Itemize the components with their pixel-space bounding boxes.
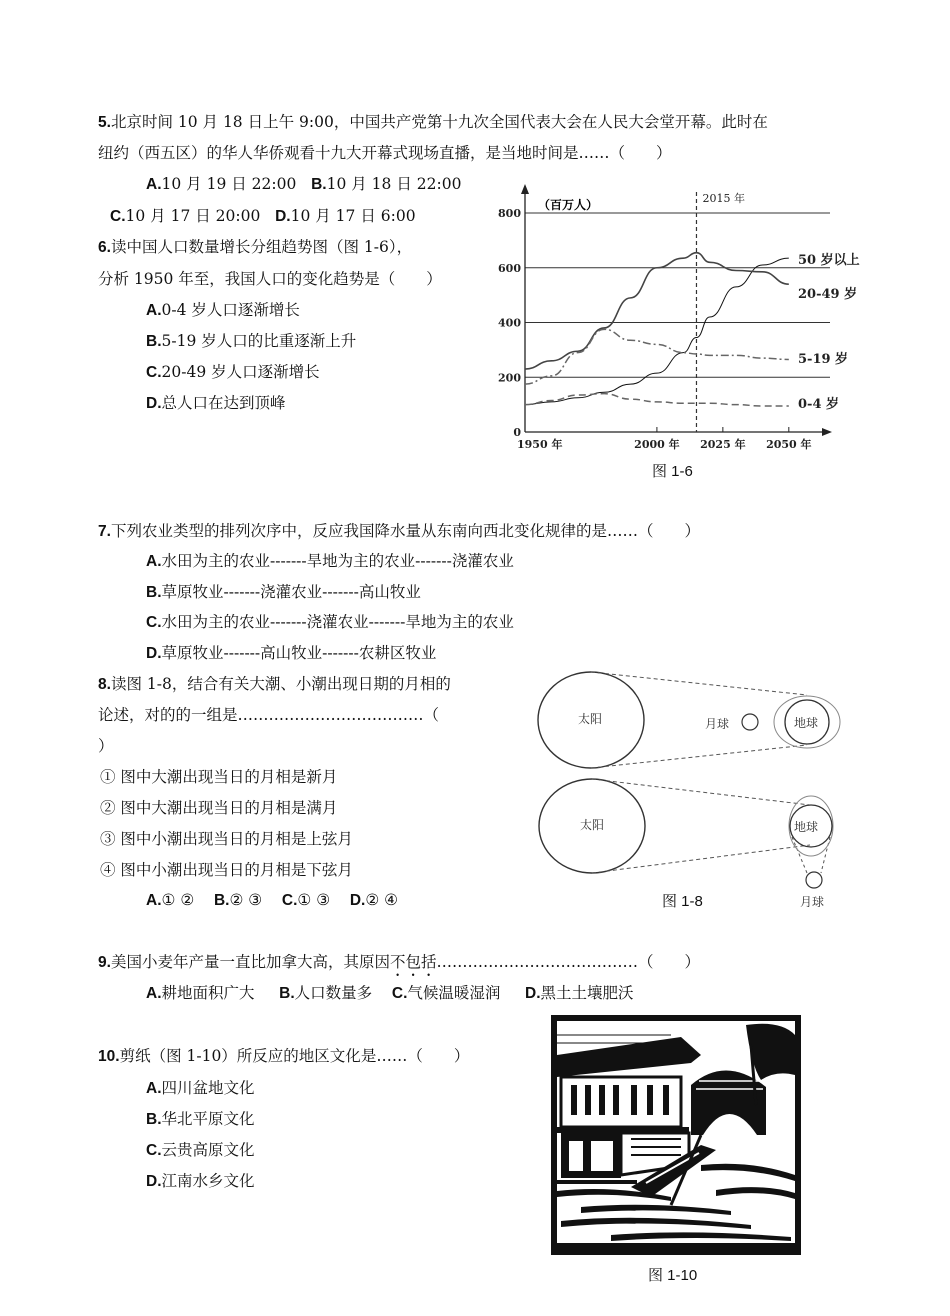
- q7-option-d-key[interactable]: D.: [146, 645, 162, 662]
- q6-option-c[interactable]: 20-49 岁人口逐渐增长: [161, 363, 320, 381]
- q8-option-d-key[interactable]: D.: [349, 892, 366, 909]
- x-axis-arrow-icon: [822, 428, 832, 436]
- series-label-3: 0-4 岁: [798, 397, 840, 412]
- q7-stem-line1: [98, 521, 700, 542]
- q8-stem-line2: 论述，对的的一组是………………………………（: [98, 706, 440, 724]
- q8-statement-4: ④ 图中小潮出现当日的月相是下弦月: [100, 861, 353, 879]
- q8-option-d[interactable]: ② ④: [365, 891, 399, 909]
- q9-option-c-key[interactable]: C.: [391, 985, 408, 1002]
- q6-option-a[interactable]: 0-4 岁人口逐渐增长: [161, 301, 300, 319]
- ray-bottom-upper: [592, 779, 810, 805]
- earth-label-top: 地球: [794, 716, 819, 730]
- q10-option-c[interactable]: 云贵高原文化: [161, 1141, 255, 1159]
- q8-option-a-key[interactable]: A.: [146, 892, 162, 909]
- ray-top-lower: [591, 745, 807, 768]
- q10-option-b[interactable]: 华北平原文化: [161, 1110, 255, 1128]
- q9-option-a-key[interactable]: A.: [146, 985, 162, 1002]
- q6-option-d-row[interactable]: [146, 393, 286, 414]
- q7-option-c-key[interactable]: C.: [146, 614, 162, 631]
- q8-statement-3: ③ 图中小潮出现当日的月相是上弦月: [100, 830, 353, 848]
- y-tick-400: 400: [498, 316, 521, 330]
- moon-label-bottom: 月球: [800, 895, 825, 909]
- series-label-0: 50 岁以上: [798, 253, 860, 268]
- q5-options-cd: [110, 206, 416, 227]
- q10-option-d[interactable]: 江南水乡文化: [161, 1172, 255, 1190]
- chart-axes: [521, 184, 832, 436]
- q6-option-b[interactable]: 5-19 岁人口的比重逐渐上升: [161, 332, 357, 350]
- q9-emphasis: 不包括: [389, 953, 437, 971]
- earth-label-bottom: 地球: [794, 820, 819, 834]
- q10-option-b-row[interactable]: [146, 1109, 255, 1130]
- q9-option-d-key[interactable]: D.: [525, 985, 541, 1002]
- q5-option-c-key[interactable]: C.: [110, 208, 126, 225]
- q7-option-d-row[interactable]: [146, 643, 436, 664]
- q6-text-1: 读中国人口数量增长分组趋势图（图 1-6），: [110, 238, 413, 256]
- spring-tide-panel: [538, 672, 840, 768]
- q9-option-a[interactable]: 耕地面积广大: [161, 984, 255, 1002]
- q5-option-a[interactable]: 10 月 19 日 22:00: [161, 175, 297, 193]
- q10-option-c-key[interactable]: C.: [146, 1142, 162, 1159]
- x-tick-labels: [517, 427, 812, 451]
- tide-diagram: [530, 665, 860, 915]
- q10-number: 10.: [98, 1048, 120, 1065]
- q6-option-c-key[interactable]: C.: [146, 364, 162, 381]
- q7-option-c-row[interactable]: [146, 612, 514, 633]
- q6-option-d-key[interactable]: D.: [146, 395, 162, 412]
- q6-option-b-row[interactable]: [146, 331, 356, 352]
- q7-option-b-row[interactable]: [146, 582, 421, 603]
- q5-number: 5.: [98, 114, 111, 131]
- q6-option-b-key[interactable]: B.: [146, 333, 162, 350]
- q6-stem-line1: [98, 237, 412, 258]
- sun-label-top: 太阳: [578, 712, 603, 726]
- q5-options-ab: [146, 174, 461, 195]
- q9-number: 9.: [98, 954, 111, 971]
- ray-bottom-lower: [592, 845, 810, 873]
- q8-number: 8.: [98, 676, 111, 693]
- moon-top: [742, 714, 758, 730]
- q5-option-a-key[interactable]: A.: [146, 176, 162, 193]
- q7-option-b-key[interactable]: B.: [146, 584, 162, 601]
- year-marker: [696, 191, 745, 432]
- q9-option-b[interactable]: 人口数量多: [294, 984, 373, 1002]
- y-axis-label: （百万人）: [538, 198, 599, 212]
- q10-option-c-row[interactable]: [146, 1140, 255, 1161]
- q8-option-b-key[interactable]: B.: [213, 892, 230, 909]
- q8-option-b[interactable]: ② ③: [229, 891, 263, 909]
- q8-option-c-key[interactable]: C.: [281, 892, 298, 909]
- q9-text-pre: 美国小麦年产量一直比加拿大高，其原因: [110, 953, 390, 971]
- chart-series: [525, 253, 789, 406]
- q9-text-post: …………………………………（ ）: [436, 953, 700, 971]
- q8-stem-line1: [98, 674, 451, 695]
- y-tick-200: 200: [498, 371, 521, 385]
- figure-1-6-caption: 图 1-6: [652, 463, 693, 480]
- series-label-1: 20-49 岁: [798, 287, 858, 302]
- q10-stem-line1: [98, 1046, 469, 1067]
- q9-stem-line1: [98, 952, 700, 980]
- papercut-image: [551, 1015, 801, 1255]
- series-label-2: 5-19 岁: [798, 352, 849, 367]
- figure-1-10-caption: 图 1-10: [648, 1267, 698, 1284]
- q9-option-d[interactable]: 黑土土壤肥沃: [540, 984, 634, 1002]
- chart-series-labels: [798, 252, 860, 412]
- q6-option-a-row[interactable]: [146, 300, 300, 321]
- ray-moon-right: [821, 837, 830, 873]
- population-chart: [490, 180, 880, 460]
- moon-label-top: 月球: [705, 717, 730, 731]
- q5-option-b-key[interactable]: B.: [311, 176, 327, 193]
- y-tick-0: 0: [513, 426, 521, 439]
- q6-number: 6.: [98, 239, 111, 256]
- q10-option-b-key[interactable]: B.: [146, 1111, 162, 1128]
- q8-option-a[interactable]: ① ②: [161, 891, 195, 909]
- q5-option-d-key[interactable]: D.: [275, 208, 291, 225]
- q10-option-d-row[interactable]: [146, 1171, 255, 1192]
- q10-option-d-key[interactable]: D.: [146, 1173, 162, 1190]
- q7-option-a[interactable]: 水田为主的农业-------旱地为主的农业-------浇灌农业: [161, 552, 514, 570]
- q7-option-a-row[interactable]: [146, 551, 514, 572]
- series-line-1: [525, 253, 789, 369]
- q5-text-1: 北京时间 10 月 18 日上午 9:00，中国共产党第十九次全国代表大会在人民大会堂开幕。此时在: [110, 113, 768, 131]
- q10-option-a-key[interactable]: A.: [146, 1080, 162, 1097]
- q9-options: [146, 983, 634, 1004]
- q8-text-1: 读图 1-8，结合有关大潮、小潮出现日期的月相的: [110, 675, 451, 693]
- q10-option-a[interactable]: 四川盆地文化: [161, 1079, 255, 1097]
- papercut-house: [557, 1037, 701, 1178]
- moon-bottom: [806, 872, 822, 888]
- x-tick-2050: 2050 年: [766, 438, 812, 451]
- y-tick-600: 600: [498, 261, 521, 275]
- x-tick-2025: 2025 年: [700, 438, 746, 451]
- q6-option-c-row[interactable]: [146, 362, 320, 383]
- q9-option-c[interactable]: 气候温暖湿润: [407, 984, 501, 1002]
- ray-top-upper: [591, 672, 807, 695]
- series-line-0: [525, 258, 789, 404]
- q6-option-d[interactable]: 总人口在达到顶峰: [161, 394, 286, 412]
- q7-text-1: 下列农业类型的排列次序中，反应我国降水量从东南向西北变化规律的是……（ ）: [110, 522, 700, 540]
- marker-label-2015: 2015 年: [702, 192, 745, 205]
- q6-stem-line2: 分析 1950 年至，我国人口的变化趋势是（ ）: [98, 270, 442, 288]
- q5-option-c[interactable]: 10 月 17 日 20:00: [125, 207, 261, 225]
- q7-option-d[interactable]: 草原牧业-------高山牧业-------农耕区牧业: [161, 644, 437, 662]
- q5-option-d[interactable]: 10 月 17 日 6:00: [290, 207, 416, 225]
- figure-1-8-caption: 图 1-8: [662, 893, 703, 910]
- y-axis-arrow-icon: [521, 184, 529, 194]
- q7-option-c[interactable]: 水田为主的农业-------浇灌农业-------旱地为主的农业: [161, 613, 514, 631]
- q8-statement-2: ② 图中大潮出现当日的月相是满月: [100, 799, 338, 817]
- q7-number: 7.: [98, 523, 111, 540]
- q6-option-a-key[interactable]: A.: [146, 302, 162, 319]
- q8-option-c[interactable]: ① ③: [297, 891, 331, 909]
- q5-stem-line2: 纽约（西五区）的华人华侨观看十九大开幕式现场直播，是当地时间是……（ ）: [98, 144, 672, 162]
- q5-option-b[interactable]: 10 月 18 日 22:00: [326, 175, 462, 193]
- q8-statement-1: ① 图中大潮出现当日的月相是新月: [100, 768, 338, 786]
- x-tick-2000: 2000 年: [634, 438, 680, 451]
- sun-label-bottom: 太阳: [580, 818, 605, 832]
- q7-option-b[interactable]: 草原牧业-------浇灌农业-------高山牧业: [161, 583, 421, 601]
- q5-stem-line1: [98, 112, 768, 133]
- q8-options: [146, 890, 398, 911]
- q10-option-a-row[interactable]: [146, 1078, 255, 1099]
- q7-option-a-key[interactable]: A.: [146, 553, 162, 570]
- x-tick-1950: 1950 年: [517, 438, 563, 451]
- y-tick-800: 800: [498, 207, 521, 220]
- q10-text-1: 剪纸（图 1-10）所反应的地区文化是……（ ）: [119, 1047, 470, 1065]
- q9-option-b-key[interactable]: B.: [279, 985, 295, 1002]
- y-tick-labels: [498, 207, 521, 439]
- q8-stem-line3: ）: [98, 737, 114, 755]
